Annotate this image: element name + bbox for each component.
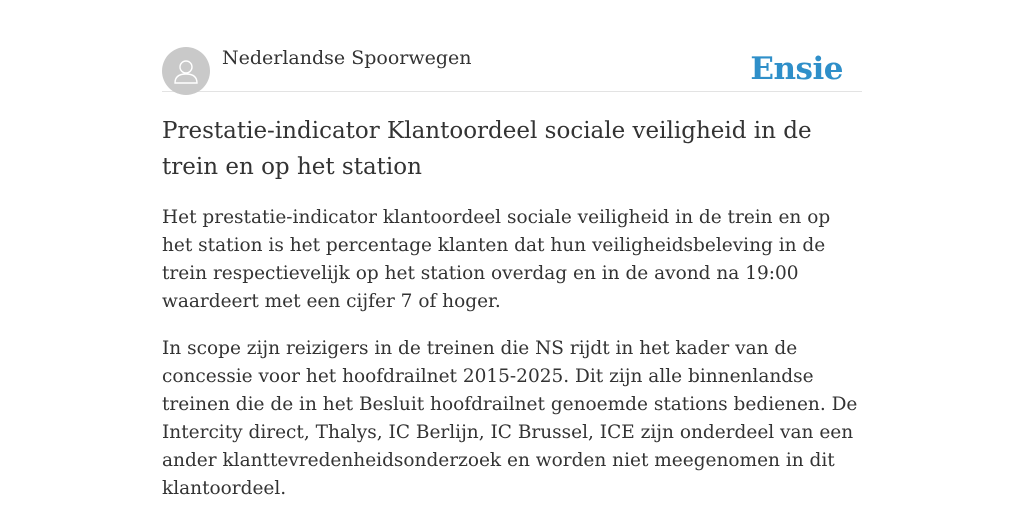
brand-logo[interactable]: Ensie xyxy=(750,51,843,87)
entry-header xyxy=(162,40,862,92)
entry-card xyxy=(162,40,862,499)
author-avatar[interactable] xyxy=(162,47,210,95)
user-icon xyxy=(172,57,200,85)
author-name[interactable]: Nederlandse Spoorwegen xyxy=(222,47,472,69)
entry-paragraph-2: In scope zijn reizigers in de treinen die NS rijdt in het kader van de concessie voor het hoofdrailnet 2015-2025. Dit zijn alle binnenlandse treinen die de in het Besluit hoofdrailnet genoemde stations bedienen. De Intercity direct, Thalys, IC Berlijn, IC Brussel, ICE zijn onderdeel van een ander klanttevredenheidsonderzoek en worden niet meegenomen in dit klantoordeel. xyxy=(162,338,858,499)
entry-title: Prestatie-indicator Klantoordeel sociale veiligheid in de trein en op het station xyxy=(162,118,812,180)
entry-paragraph-1: Het prestatie-indicator klantoordeel sociale veiligheid in de trein en op het station is het percentage klanten dat hun veiligheidsbeleving in de trein respectievelijk op het station overdag en in de avond na 19:00 waardeert met een cijfer 7 of hoger. xyxy=(162,207,831,312)
